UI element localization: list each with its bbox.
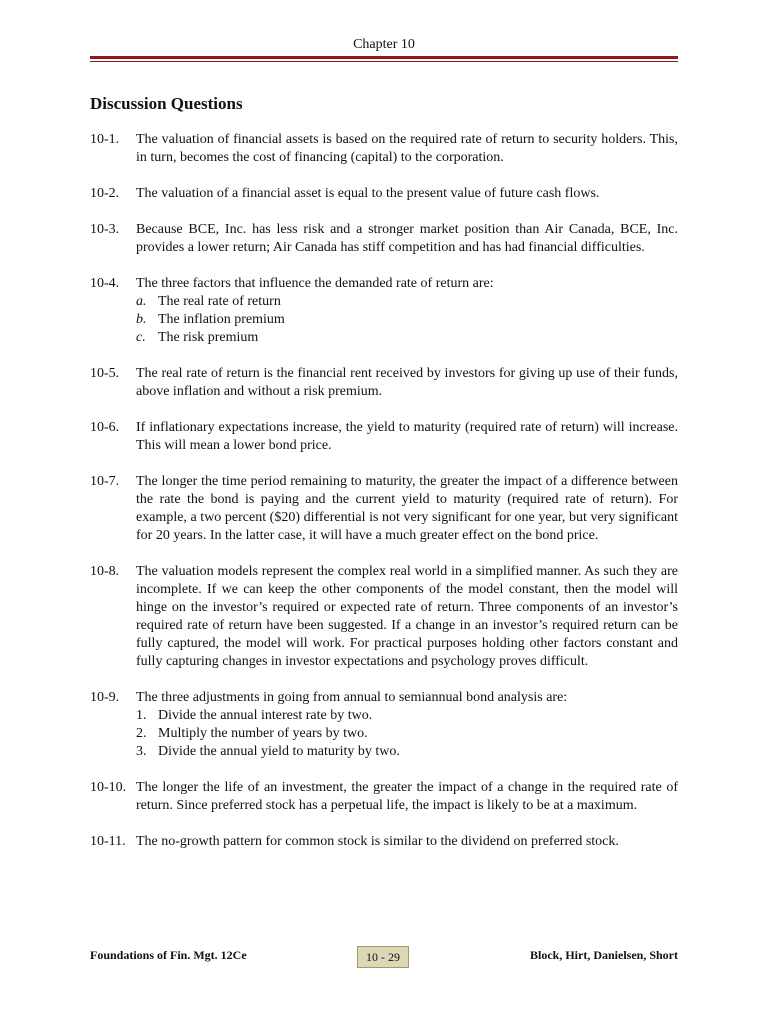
question-text: The no-growth pattern for common stock is similar to the dividend on preferred stock. bbox=[136, 834, 619, 849]
question-10-1 bbox=[90, 131, 678, 167]
list-item-text: Divide the annual yield to maturity by two. bbox=[158, 744, 400, 759]
header-rule-thick bbox=[90, 56, 678, 59]
list-item-text: Divide the annual interest rate by two. bbox=[158, 708, 373, 723]
question-number: 10-11. bbox=[90, 834, 126, 849]
list-item-text: The inflation premium bbox=[158, 312, 285, 327]
question-10-9 bbox=[90, 689, 678, 761]
question-number: 10-5. bbox=[90, 366, 120, 381]
header-rule-thin bbox=[90, 61, 678, 62]
question-number: 10-6. bbox=[90, 420, 120, 435]
question-text: The valuation of financial assets is based on the required rate of return to security holders. This, in turn, becomes the cost of financing (capital) to the corporation. bbox=[136, 132, 678, 165]
question-text: The valuation of a financial asset is equal to the present value of future cash flows. bbox=[136, 186, 600, 201]
question-text: The three adjustments in going from annual to semiannual bond analysis are: bbox=[136, 690, 568, 705]
footer-book-title: Foundations of Fin. Mgt. 12Ce bbox=[90, 948, 247, 962]
list-item bbox=[136, 329, 678, 347]
list-item bbox=[136, 311, 678, 329]
question-10-4 bbox=[90, 275, 678, 347]
section-title: Discussion Questions bbox=[90, 94, 243, 113]
question-text: The three factors that influence the demanded rate of return are: bbox=[136, 276, 494, 291]
question-number: 10-1. bbox=[90, 132, 120, 147]
question-number: 10-9. bbox=[90, 690, 120, 705]
question-10-6 bbox=[90, 419, 678, 455]
list-marker: 1. bbox=[136, 708, 147, 723]
question-10-5 bbox=[90, 365, 678, 401]
page-number-badge: 10 - 29 bbox=[357, 946, 409, 968]
question-number: 10-8. bbox=[90, 564, 120, 579]
list-item bbox=[136, 293, 678, 311]
question-10-8 bbox=[90, 563, 678, 671]
list-item-text: The risk premium bbox=[158, 330, 259, 345]
question-10-3 bbox=[90, 221, 678, 257]
list-marker: a. bbox=[136, 294, 147, 309]
footer-authors: Block, Hirt, Danielsen, Short bbox=[529, 948, 678, 962]
question-10-7 bbox=[90, 473, 678, 545]
list-marker: 2. bbox=[136, 726, 147, 741]
question-number: 10-2. bbox=[90, 186, 120, 201]
list-marker: b. bbox=[136, 312, 147, 327]
question-text: If inflationary expectations increase, the yield to maturity (required rate of return) will increase. This will mean a lower bond price. bbox=[136, 420, 678, 453]
question-text: The longer the life of an investment, the greater the impact of a change in the required rate of return. Since preferred stock has a perpetual life, the impact is likely to be at a maximum. bbox=[136, 780, 678, 813]
question-10-11 bbox=[90, 833, 678, 851]
list-marker: 3. bbox=[136, 744, 147, 759]
list-item bbox=[136, 707, 678, 725]
question-number: 10-4. bbox=[90, 276, 120, 291]
list-item-text: The real rate of return bbox=[158, 294, 281, 309]
question-text: The longer the time period remaining to maturity, the greater the impact of a difference between the rate the bond is paying and the current yield to maturity (required rate of return). For example, a two percent ($20) differential is not very significant for one year, but very significant for 20 years. In the latter case, it will have a much greater effect on the bond price. bbox=[136, 474, 678, 543]
list-item-text: Multiply the number of years by two. bbox=[158, 726, 368, 741]
list-marker: c. bbox=[136, 330, 146, 345]
question-number: 10-10. bbox=[90, 780, 127, 795]
list-item bbox=[136, 725, 678, 743]
question-text: The real rate of return is the financial rent received by investors for giving up use of their funds, above inflation and without a risk premium. bbox=[136, 366, 678, 399]
chapter-header: Chapter 10 bbox=[353, 37, 415, 52]
question-10-2 bbox=[90, 185, 678, 203]
question-text: The valuation models represent the complex real world in a simplified manner. As such they are incomplete. If we can keep the other components of the model constant, then the model will hinge on the investor’s required or expected rate of return. Three components of an investor’s required rate of return have been suggested. If a change in an investor’s required return can be fully captured, the model will work. For practical purposes holding other factors constant and fully capturing changes in investor expectations and psychology proves difficult. bbox=[136, 564, 678, 669]
question-10-10 bbox=[90, 779, 678, 815]
question-number: 10-7. bbox=[90, 474, 120, 489]
question-number: 10-3. bbox=[90, 222, 120, 237]
list-item bbox=[136, 743, 678, 761]
question-text: Because BCE, Inc. has less risk and a stronger market position than Air Canada, BCE, Inc. provides a lower return; Air Canada has stiff competition and has had financial difficulties. bbox=[136, 222, 678, 255]
questions-list bbox=[90, 131, 678, 869]
